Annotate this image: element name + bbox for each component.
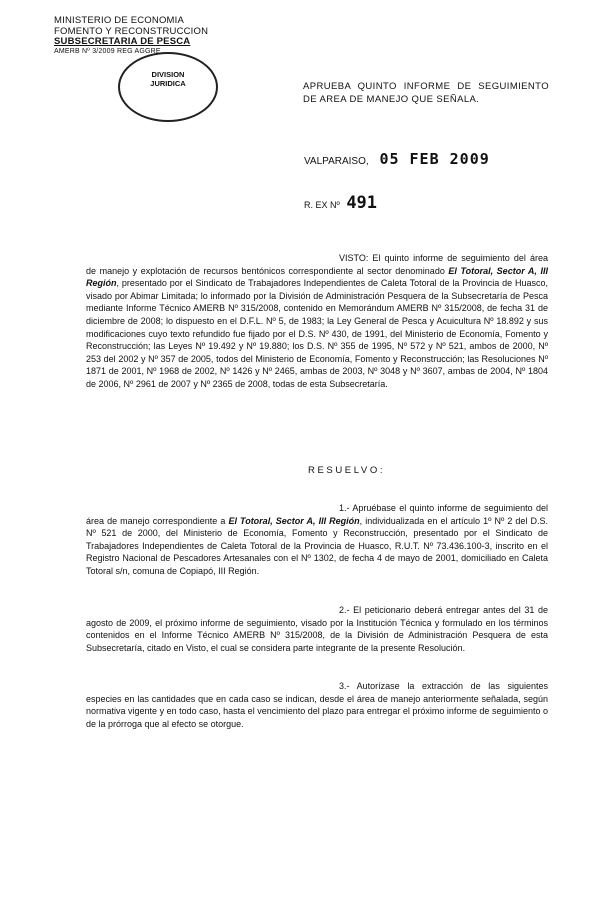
article-1-text: área de manejo correspondiente a El Totoral, Sector A, III Región, individualizada en el artículo 1º Nº 2 del D.S. Nº 521 de 2000, del Ministerio de Economía, Fomento y Reconstrucción, presentado por el Sindicato de Trabajadores Independientes de Caleta Totoral de la Provincia de Huasco, R.U.T. Nº 73.436.100-3, inscrito en el Registro Nacional de Pescadores Artesanales con el Nº 1302, de fecha 4 de mayo de 2001, domiciliado en Caleta Totoral s/n, comuna de Copiapó, III Región.: [86, 515, 548, 576]
division-juridica-stamp: [118, 52, 218, 122]
resolution-label: R. EX Nº: [304, 200, 340, 210]
resolution-number-line: [304, 193, 377, 213]
ministry-subtitle: FOMENTO Y RECONSTRUCCION: [54, 25, 209, 37]
article-3-lead: 3.- Autorízase la extracción de las siguientes: [339, 681, 548, 691]
subsecretaria-name: SUBSECRETARIA DE PESCA: [54, 36, 191, 47]
visto-text: de manejo y explotación de recursos bentónicos correspondiente al sector denominado El Totoral, Sector A, III Región, presentado por el Sindicato de Trabajadores Independientes de Caleta Totoral de la Provincia de Huasco, visado por Abimar Limitada; lo informado por la División de Administración Pesquera de la Subsecretaría de Pesca mediante Informe Técnico AMERB Nº 315/2008, contenido en Memorándum AMERB Nº 315/2008, de fecha 31 de diciembre de 2008; lo dispuesto en el D.F.L. Nº 5, de 1983; la Ley General de Pesca y Acuicultura Nº 18.892 y sus modificaciones cuyo texto refundido fue fijado por el D.S. Nº 430, de 1991, del Ministerio de Economía, Fomento y Reconstrucción; las Leyes Nº 19.492 y Nº 19.880; los D.S. Nº 355 de 1995, Nº 572 y Nº 521, ambos de 2000, Nº 253 del 2002 y Nº 357 de 2005, todos del Ministerio de Economía, Fomento y Reconstrucción; las Resoluciones Nº 1871 de 2001, Nº 1968 de 2002, Nº 1426 y Nº 2465, ambas de 2003, Nº 3048 y Nº 3607, ambas de 2004, Nº 1804 de 2006, Nº 2961 de 2007 y Nº 2365 de 2008, todas de esta Subsecretaría.: [86, 265, 548, 389]
letterhead: [54, 16, 208, 56]
ministry-name: MINISTERIO DE ECONOMIA: [54, 15, 185, 26]
resuelvo-heading: RESUELVO:: [308, 465, 386, 476]
visto-paragraph: [86, 252, 548, 391]
resolution-number: 491: [346, 193, 378, 213]
article-2-text: agosto de 2009, el próximo informe de seguimiento, visado por la Institución Técnica y formulado en los términos contenidos en el Informe Técnico AMERB Nº 315/2008, de la División de Administración Pesquera de esta Subsecretaría, citado en Visto, el cual se considera parte integrante de la presente Resolución.: [86, 617, 548, 653]
date-line: [304, 150, 490, 168]
date-stamp: 05 FEB 2009: [379, 150, 490, 168]
article-2: [86, 604, 548, 654]
reference-code: AMERB Nº 3/2009 REG AGGRE: [54, 47, 161, 55]
city: VALPARAISO,: [304, 156, 369, 167]
article-3-text: especies en las cantidades que en cada caso se indican, desde el área de manejo anteriormente señalada, según normativa vigente y en todo caso, hasta el vencimiento del plazo para entregar el próximo informe de seguimiento o de la prórroga que al efecto se otorgue.: [86, 693, 548, 729]
resolution-summary: APRUEBA QUINTO INFORME DE SEGUIMIENTO DE AREA DE MANEJO QUE SEÑALA.: [303, 81, 549, 105]
article-1: [86, 502, 548, 578]
article-3: [86, 680, 548, 730]
stamp-line-1: DIVISION: [151, 70, 185, 79]
article-1-lead: 1.- Apruébase el quinto informe de seguimiento del: [339, 503, 548, 513]
visto-lead: VISTO: El quinto informe de seguimiento del área: [339, 253, 548, 263]
article-2-lead: 2.- El peticionario deberá entregar antes del 31 de: [339, 605, 548, 615]
stamp-line-2: JURIDICA: [150, 79, 186, 88]
